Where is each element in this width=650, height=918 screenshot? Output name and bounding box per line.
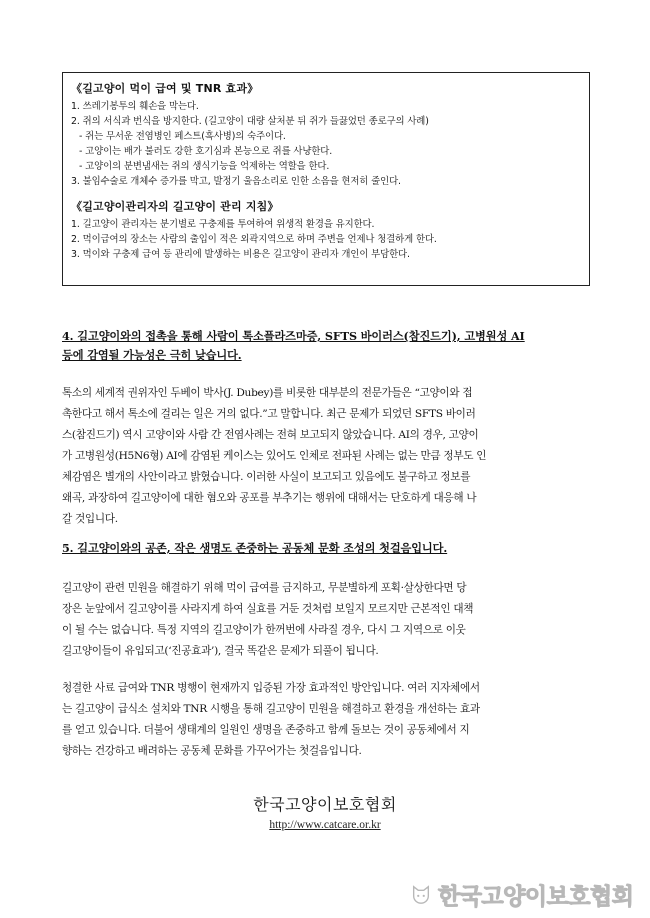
text-line: 가 고병원성(H5N6형) AI에 감염된 케이스는 있어도 인체로 전파된 사례는 없는 만큼 정부도 인 bbox=[62, 450, 487, 462]
box-item: 2. 먹이급여의 장소는 사람의 출입이 적은 외곽지역으로 하며 주변을 언제나 청결하게 한다. bbox=[71, 234, 437, 245]
watermark-text: 한국고양이보호협회 bbox=[438, 883, 634, 910]
section-5-paragraph-1 bbox=[62, 578, 590, 662]
section-5-paragraph-2 bbox=[62, 678, 590, 762]
cat-face-icon bbox=[410, 883, 432, 905]
title-line: 5. 길고양이와의 공존, 작은 생명도 존중하는 공동체 문화 조성의 첫걸음입니다. bbox=[62, 541, 448, 555]
text-line: 촉한다고 해서 톡소에 걸리는 일은 거의 없다.”고 말합니다. 최근 문제가 되었던 SFTS 바이러 bbox=[62, 408, 476, 420]
box-heading-feeding-effects: 《길고양이 먹이 급여 및 TNR 효과》 bbox=[71, 82, 259, 95]
section-4-paragraph bbox=[62, 383, 590, 530]
section-4-title bbox=[62, 327, 590, 365]
title-line: 4. 길고양이와의 접촉을 통해 사람이 톡소플라즈마증, SFTS 바이러스(참진드기), 고병원성 AI bbox=[62, 329, 525, 343]
text-line: 는 길고양이 급식소 설치와 TNR 시행을 통해 길고양이 민원을 해결하고 환경을 개선하는 효과 bbox=[62, 703, 480, 715]
text-line: 스(참진드기) 역시 고양이와 사람 간 전염사례는 전혀 보고되지 않았습니다. AI의 경우, 고양이 bbox=[62, 429, 479, 441]
box-subitem: - 고양이의 분변냄새는 쥐의 생식기능을 억제하는 역할을 한다. bbox=[79, 161, 330, 172]
box-subitem: - 쥐는 무서운 전염병인 페스트(흑사병)의 숙주이다. bbox=[79, 131, 286, 142]
text-line: 톡소의 세계적 권위자인 두베이 박사(J. Dubey)를 비롯한 대부분의 전문가들은 “고양이와 접 bbox=[62, 387, 473, 399]
title-line: 등에 감염될 가능성은 극히 낮습니다. bbox=[62, 348, 242, 362]
section-5-title bbox=[62, 539, 590, 558]
website-link[interactable]: http://www.catcare.or.kr bbox=[269, 819, 381, 831]
text-line: 왜곡, 과장하여 길고양이에 대한 혐오와 공포를 부추기는 행위에 대해서는 단호하게 대응해 나 bbox=[62, 492, 477, 504]
text-line: 를 얻고 있습니다. 더불어 생태계의 일원인 생명을 존중하고 함께 돌보는 것이 공동체에서 지 bbox=[62, 724, 470, 736]
box-item: 1. 쓰레기봉투의 훼손을 막는다. bbox=[71, 101, 199, 112]
box-item: 3. 불임수술로 개체수 증가를 막고, 발정기 울음소리로 인한 소음을 현저히 줄인다. bbox=[71, 176, 401, 187]
text-line: 체감염은 별개의 사안이라고 밝혔습니다. 이러한 사실이 보고되고 있음에도 불구하고 정보를 bbox=[62, 471, 471, 483]
box-subitem: - 고양이는 배가 불러도 강한 호기심과 본능으로 쥐를 사냥한다. bbox=[79, 146, 333, 157]
text-line: 청결한 사료 급여와 TNR 병행이 현재까지 입증된 가장 효과적인 방안입니다. 여러 지자체에서 bbox=[62, 682, 480, 694]
text-line: 길고양이 관련 민원을 해결하기 위해 먹이 급여를 금지하고, 무분별하게 포획·살상한다면 당 bbox=[62, 582, 467, 594]
text-line: 이 될 수는 없습니다. 특정 지역의 길고양이가 한꺼번에 사라질 경우, 다시 그 지역으로 이웃 bbox=[62, 624, 466, 636]
text-line: 향하는 건강하고 배려하는 공동체 문화를 가꾸어가는 첫걸음입니다. bbox=[62, 745, 362, 757]
text-line: 장은 눈앞에서 길고양이를 사라지게 하여 실효를 거둔 것처럼 보일지 모르지만 근본적인 대책 bbox=[62, 603, 474, 615]
box-heading-care-guidelines: 《길고양이관리자의 길고양이 관리 지침》 bbox=[71, 200, 279, 213]
info-box bbox=[62, 72, 590, 286]
box-item: 1. 길고양이 관리자는 분기별로 구충제를 투여하여 위생적 환경을 유지한다. bbox=[71, 219, 375, 230]
box-item: 2. 쥐의 서식과 번식을 방지한다. (길고양이 대량 살처분 뒤 쥐가 들끓었던 종로구의 사례) bbox=[71, 116, 429, 127]
text-line: 갈 것입니다. bbox=[62, 513, 118, 525]
organization-name: 한국고양이보호협회 bbox=[253, 795, 397, 814]
box-item: 3. 먹이와 구충제 급여 등 관리에 발생하는 비용은 길고양이 관리자 개인이 부담한다. bbox=[71, 249, 410, 260]
text-line: 길고양이들이 유입되고(‘진공효과’), 결국 똑같은 문제가 되풀이 됩니다. bbox=[62, 645, 379, 657]
watermark bbox=[410, 876, 633, 912]
